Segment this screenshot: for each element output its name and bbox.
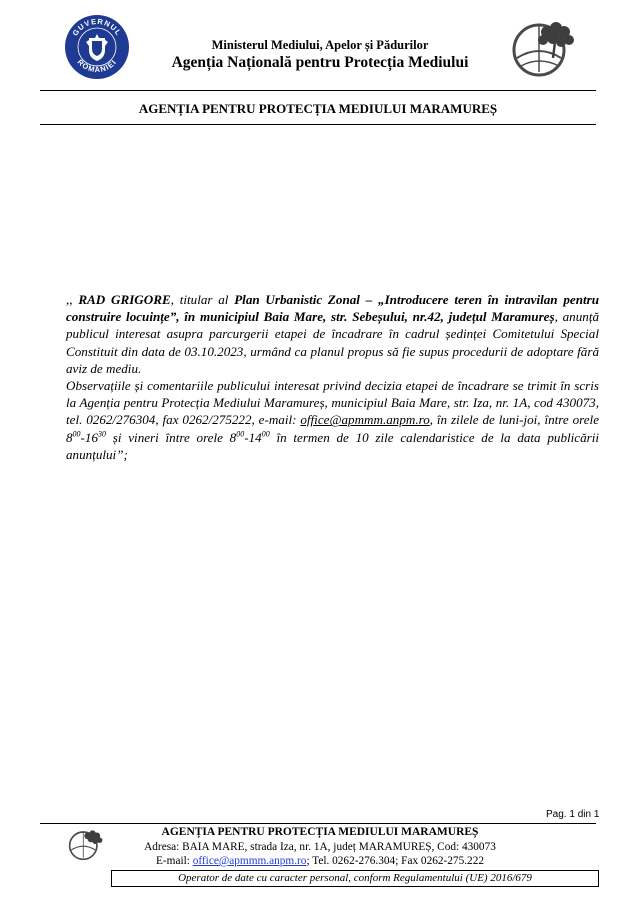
- opening-quote: ,,: [66, 292, 79, 307]
- page-number: Pag. 1 din 1: [546, 809, 600, 820]
- footer-contact: [110, 855, 530, 867]
- text-fragment: , anunță publicul interesat asupra parcurgerii etapei de încadrare în cadrul ședinței Comitetului Special Constituit din data de 03.10.2023, urmând ca planul propus să fie supus procedurii de adoptare fără aviz de mediu.: [66, 309, 600, 376]
- text-fragment: Observațiile și comentariile publicului interesat privind decizia etapei de încadrare se trimit în scris la Agenția pentru Protecția Mediului Maramureș, municipiul Baia Mare, str. Iza, nr. 1A, cod 430073, tel. 0262/276304, fax 0262/275222, e-mail:: [66, 378, 599, 428]
- anpm-globe-tree-icon: [66, 826, 106, 862]
- ministry-name: Ministerul Mediului, Apelor și Pădurilor: [211, 38, 429, 52]
- time-superscript: 00: [261, 429, 270, 439]
- text-fragment: în termen de 10 zile calendaristice de la data publicării anunțului”;: [66, 429, 599, 462]
- time-superscript: 30: [98, 429, 107, 439]
- agency-title: AGENȚIA PENTRU PROTECȚIA MEDIULUI MARAMUREȘ: [138, 101, 498, 116]
- footer-agency-title: AGENȚIA PENTRU PROTECȚIA MEDIULUI MARAMUREȘ: [161, 826, 479, 838]
- time-superscript: 00: [72, 429, 81, 439]
- svg-text:GUVERNUL: GUVERNUL: [70, 16, 124, 38]
- announcement-paragraph-2: [66, 377, 599, 463]
- footer-rule: [40, 823, 596, 824]
- header-rule-bottom: [40, 124, 596, 125]
- plan-title: Plan Urbanistic Zonal – „Introducere teren în intravilan pentru construire locuințe”, în municipiul Baia Mare, str. Sebeșului, nr.42, județul Maramureș: [66, 292, 599, 325]
- applicant-name: RAD GRIGORE: [78, 292, 171, 307]
- time-superscript: 00: [236, 429, 245, 439]
- text-fragment: -14: [244, 429, 262, 445]
- footer-email-link[interactable]: office@apmmm.anpm.ro: [192, 855, 307, 867]
- text-fragment: , titular al: [170, 292, 235, 307]
- email-link[interactable]: office@apmmm.anpm.ro: [300, 412, 430, 428]
- svg-text:ROMÂNIEI: ROMÂNIEI: [75, 57, 119, 75]
- gdpr-notice: Operator de date cu caracter personal, conform Regulamentului (UE) 2016/679: [111, 870, 599, 887]
- text-fragment: și vineri între orele 8: [106, 429, 237, 445]
- government-seal-icon: [64, 14, 130, 80]
- footer-address: Adresa: BAIA MARE, strada Iza, nr. 1A, județ MARAMUREȘ, Cod: 430073: [144, 841, 496, 853]
- announcement-paragraph-1: [66, 291, 599, 377]
- agency-name: Agenția Națională pentru Protecția Mediului: [171, 54, 469, 71]
- header-rule-top: [40, 90, 596, 91]
- announcement-body: [66, 291, 599, 463]
- footer-email-label: E-mail:: [156, 855, 193, 867]
- footer-phone-fax: ; Tel. 0262-276.304; Fax 0262-275.222: [306, 855, 484, 867]
- text-fragment: -16: [80, 429, 99, 445]
- text-fragment: , în zilele de luni-joi, între orele 8: [66, 412, 599, 445]
- anpm-globe-tree-icon: [509, 14, 579, 80]
